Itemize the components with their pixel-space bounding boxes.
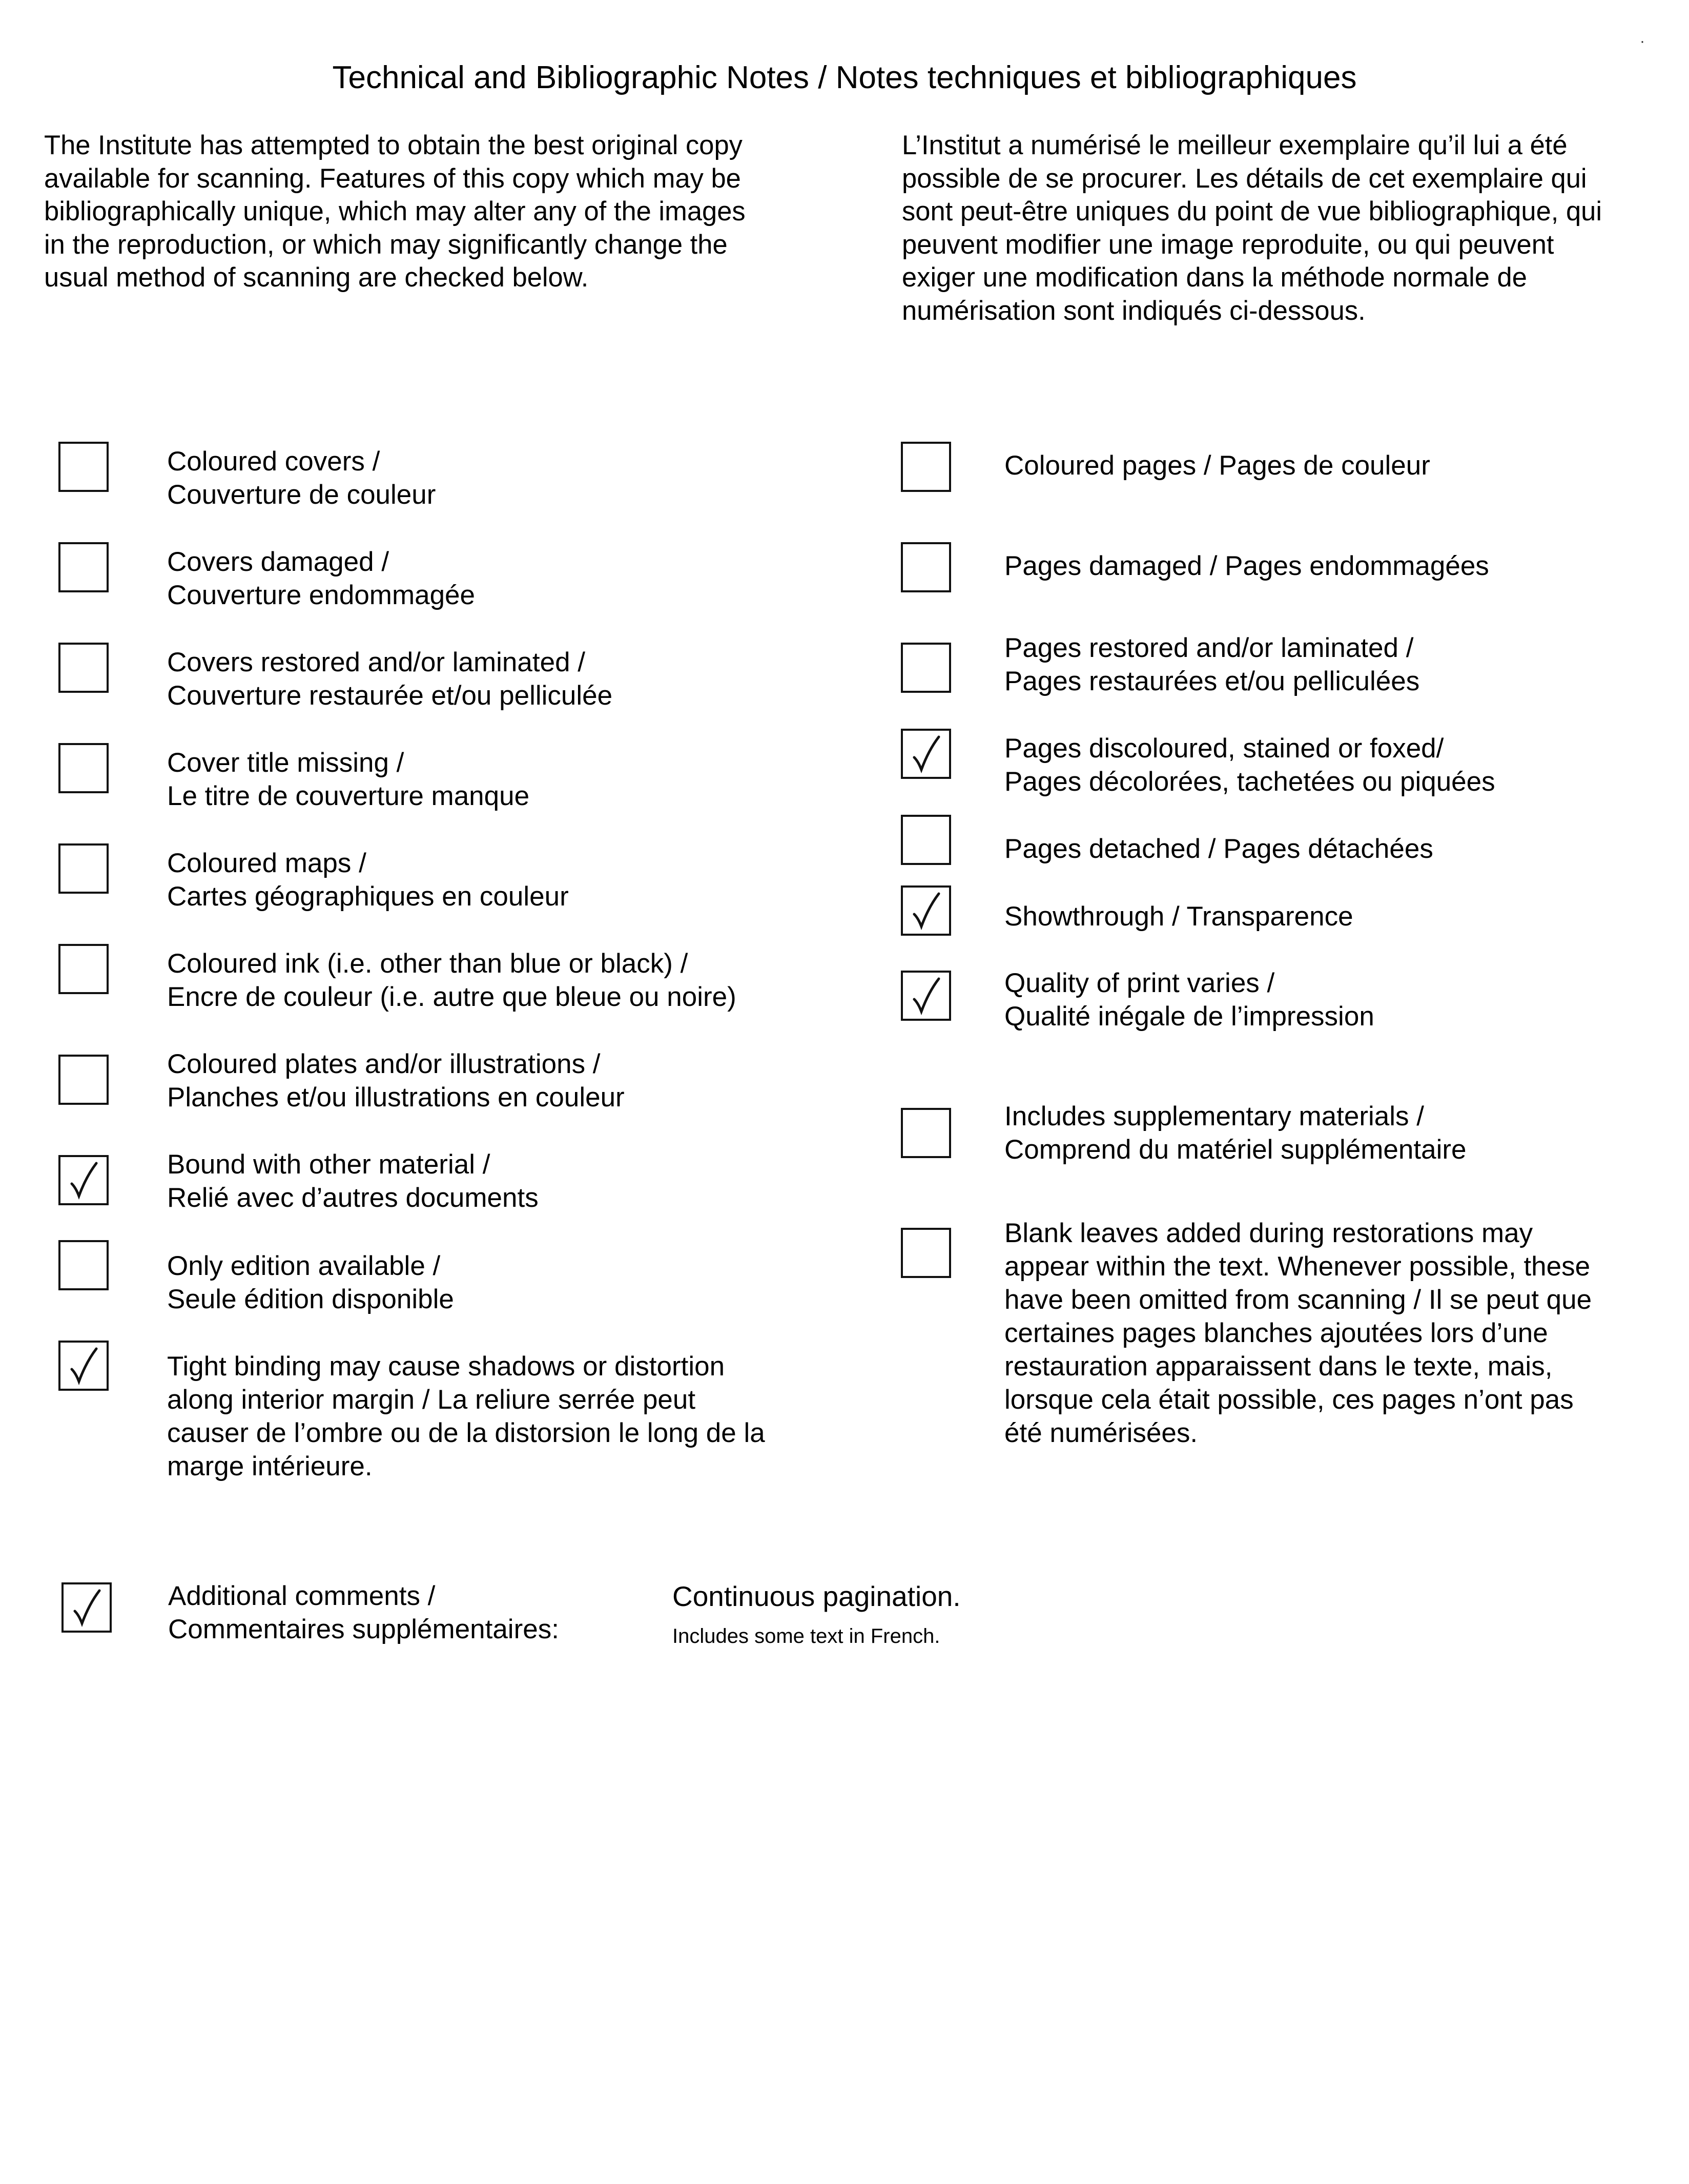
label-line: Blank leaves added during restorations may xyxy=(1004,1218,1533,1248)
label-line: have been omitted from scanning / Il se peut que xyxy=(1004,1285,1592,1315)
comment-main-text: Continuous pagination. xyxy=(672,1580,961,1612)
checkbox[interactable] xyxy=(901,542,951,592)
checklist-item-label xyxy=(1004,966,1374,1033)
checkmark-icon xyxy=(903,731,949,777)
checklist-item-label xyxy=(167,1047,625,1114)
label-line: Pages décolorées, tachetées ou piquées xyxy=(1004,767,1495,797)
intro-fr-line: possible de se procurer. Les détails de cet exemplaire qui xyxy=(902,163,1587,194)
intro-fr-line: sont peut-être uniques du point de vue bibliographique, qui xyxy=(902,196,1602,226)
checklist-item-label xyxy=(167,1350,765,1483)
checkbox[interactable] xyxy=(901,1228,951,1278)
label-line: Couverture endommagée xyxy=(167,580,476,610)
label-line: Cartes géographiques en couleur xyxy=(167,881,569,912)
checkmark-icon xyxy=(60,1343,107,1389)
intro-english xyxy=(44,129,843,295)
label-line: along interior margin / La reliure serrée peut xyxy=(167,1385,696,1415)
label-line: Encre de couleur (i.e. autre que bleue ou noire) xyxy=(167,982,736,1012)
label-line: Cover title missing / xyxy=(167,748,404,778)
intro-en-line: bibliographically unique, which may alter any of the images xyxy=(44,196,746,226)
checkbox[interactable] xyxy=(58,1055,109,1105)
checklist-item-label xyxy=(1004,832,1433,866)
checkbox[interactable] xyxy=(58,643,109,693)
checkbox[interactable] xyxy=(901,1108,951,1158)
label-line: Coloured plates and/or illustrations / xyxy=(167,1049,601,1079)
label-line: lorsque cela était possible, ces pages n’ont pas xyxy=(1004,1385,1574,1415)
label-line: Qualité inégale de l’impression xyxy=(1004,1001,1374,1032)
checkbox[interactable] xyxy=(58,944,109,994)
label-line: restauration apparaissent dans le texte, mais, xyxy=(1004,1351,1553,1382)
checklist-item-label xyxy=(167,545,475,612)
label-line: Le titre de couverture manque xyxy=(167,781,530,811)
checklist-item-label xyxy=(167,646,612,712)
label-line: Couverture restaurée et/ou pelliculée xyxy=(167,681,613,711)
checklist-item-label xyxy=(167,445,436,511)
checklist-item-label xyxy=(167,746,529,813)
label-line: été numérisées. xyxy=(1004,1418,1198,1448)
intro-fr-line: numérisation sont indiqués ci-dessous. xyxy=(902,295,1366,326)
checklist-item-label xyxy=(1004,1217,1592,1450)
checkmark-icon xyxy=(60,1157,107,1203)
label-line: Pages damaged / Pages endommagées xyxy=(1004,551,1489,581)
checkmark-icon xyxy=(64,1584,110,1631)
page-title: Technical and Bibliographic Notes / Notes techniques et bibliographiques xyxy=(332,60,1357,95)
checklist-item-label xyxy=(1004,631,1419,698)
checkbox[interactable] xyxy=(58,743,109,793)
label-line: Covers damaged / xyxy=(167,547,389,577)
label-line: marge intérieure. xyxy=(167,1451,373,1481)
checklist-item-label xyxy=(167,1249,454,1316)
label-line: Coloured maps / xyxy=(167,848,366,878)
label-line: Includes supplementary materials / xyxy=(1004,1101,1424,1131)
label-line: Relié avec d’autres documents xyxy=(167,1183,539,1213)
intro-en-line: The Institute has attempted to obtain the best original copy xyxy=(44,130,743,160)
checklist-item-label xyxy=(167,947,736,1014)
label-line: Comprend du matériel supplémentaire xyxy=(1004,1135,1467,1165)
checklist-item-label xyxy=(167,847,569,913)
checklist-item-label xyxy=(1004,549,1489,583)
label-line: appear within the text. Whenever possible, these xyxy=(1004,1251,1591,1282)
intro-en-line: in the reproduction, or which may significantly change the xyxy=(44,229,728,260)
comment-text xyxy=(672,1579,961,1649)
checkbox[interactable] xyxy=(901,885,951,936)
checklist-item-label xyxy=(1004,449,1430,482)
checklist-item-label xyxy=(1004,732,1495,798)
checkbox[interactable] xyxy=(901,643,951,693)
label-line: Pages restored and/or laminated / xyxy=(1004,633,1414,663)
checkbox[interactable] xyxy=(58,442,109,492)
checklist-item-label xyxy=(1004,900,1353,933)
label-line: Additional comments / xyxy=(168,1581,436,1611)
label-line: Showthrough / Transparence xyxy=(1004,901,1353,932)
checkbox[interactable] xyxy=(901,442,951,492)
label-line: Bound with other material / xyxy=(167,1149,490,1180)
label-line: Pages restaurées et/ou pelliculées xyxy=(1004,666,1420,696)
checkmark-icon xyxy=(903,973,949,1019)
checkbox[interactable] xyxy=(58,1240,109,1290)
checkbox[interactable] xyxy=(901,971,951,1021)
label-line: Covers restored and/or laminated / xyxy=(167,647,586,677)
label-line: Coloured pages / Pages de couleur xyxy=(1004,450,1430,481)
checkbox[interactable] xyxy=(901,729,951,779)
label-line: Coloured covers / xyxy=(167,446,380,477)
label-line: Couverture de couleur xyxy=(167,480,436,510)
checklist-item-label xyxy=(167,1148,539,1214)
intro-fr-line: peuvent modifier une image reproduite, ou qui peuvent xyxy=(902,229,1554,260)
scan-speck: · xyxy=(1640,33,1645,50)
label-line: Seule édition disponible xyxy=(167,1284,454,1314)
checklist-item-label xyxy=(1004,1100,1466,1166)
intro-en-line: available for scanning. Features of this copy which may be xyxy=(44,163,741,194)
label-line: causer de l’ombre ou de la distorsion le long de la xyxy=(167,1418,765,1448)
checkbox[interactable] xyxy=(58,1155,109,1205)
label-line: Commentaires supplémentaires: xyxy=(168,1614,559,1644)
label-line: Coloured ink (i.e. other than blue or black) / xyxy=(167,949,688,979)
checkmark-icon xyxy=(903,888,949,934)
intro-en-line: usual method of scanning are checked below. xyxy=(44,262,589,293)
checkbox[interactable] xyxy=(901,815,951,865)
label-line: certaines pages blanches ajoutées lors d’une xyxy=(1004,1318,1548,1348)
intro-fr-line: exiger une modification dans la méthode normale de xyxy=(902,262,1527,293)
label-line: Tight binding may cause shadows or distortion xyxy=(167,1351,725,1382)
label-line: Pages discoloured, stained or foxed/ xyxy=(1004,733,1444,764)
checkbox[interactable] xyxy=(58,542,109,592)
checkbox[interactable] xyxy=(58,1341,109,1391)
checkbox[interactable] xyxy=(58,843,109,894)
label-line: Only edition available / xyxy=(167,1251,441,1281)
label-line: Planches et/ou illustrations en couleur xyxy=(167,1082,625,1112)
intro-fr-line: L’Institut a numérisé le meilleur exemplaire qu’il lui a été xyxy=(902,130,1568,160)
comment-sub-text: Includes some text in French. xyxy=(672,1625,940,1647)
intro-french xyxy=(902,129,1681,327)
label-line: Pages detached / Pages détachées xyxy=(1004,834,1433,864)
checkbox[interactable] xyxy=(61,1582,112,1633)
checklist-item-label xyxy=(168,1579,559,1646)
label-line: Quality of print varies / xyxy=(1004,968,1275,998)
